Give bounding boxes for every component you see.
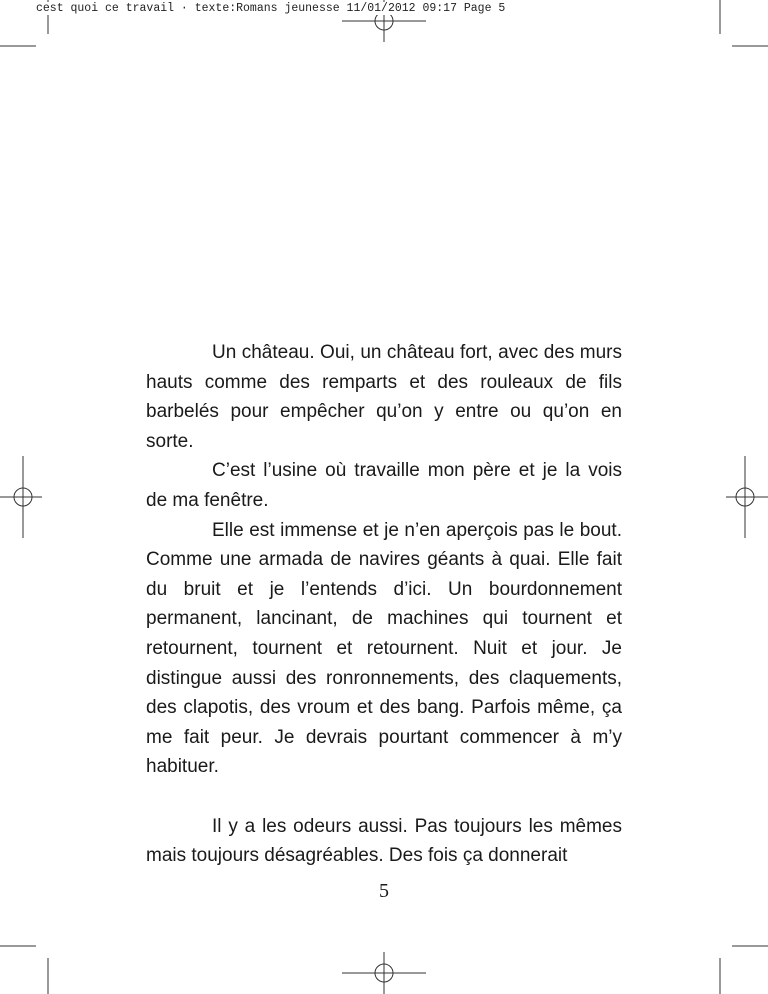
print-slug-line: cest quoi ce travail · texte:Romans jeunesse 11/01/2012 09:17 Page 5 [36,2,509,15]
registration-mark-left [0,456,42,538]
body-text [146,338,622,871]
paragraph-2: C’est l’usine où travaille mon père et je la vois de ma fenêtre. [146,460,622,511]
paragraph-4: Il y a les odeurs aussi. Pas toujours les mêmes mais toujours désagréables. Des fois ça donnerait [146,815,622,867]
registration-mark-bottom [342,952,426,994]
paragraph-3: Elle est immense et je n’en aperçois pas le bout. Comme une armada de navires géants à quai. Elle fait du bruit et je l’entends d’ici. Un bourdonnement permanent, lancinant, de machines qui tournent et retournent, tournent et retournent. Nuit et jour. Je distingue aussi des ronronnements, des claquements, des clapotis, des vroum et des bang. Parfois même, ça me fait peur. Je devrais pourtant commencer à m’y habituer. [146,519,622,778]
paragraph-1: Un château. Oui, un château fort, avec des murs hauts comme des remparts et des rouleaux de fils barbelés pour empêcher qu’on y entre ou qu’on en sorte. [146,342,622,452]
registration-mark-right [726,456,768,538]
page-number: 5 [379,880,389,902]
